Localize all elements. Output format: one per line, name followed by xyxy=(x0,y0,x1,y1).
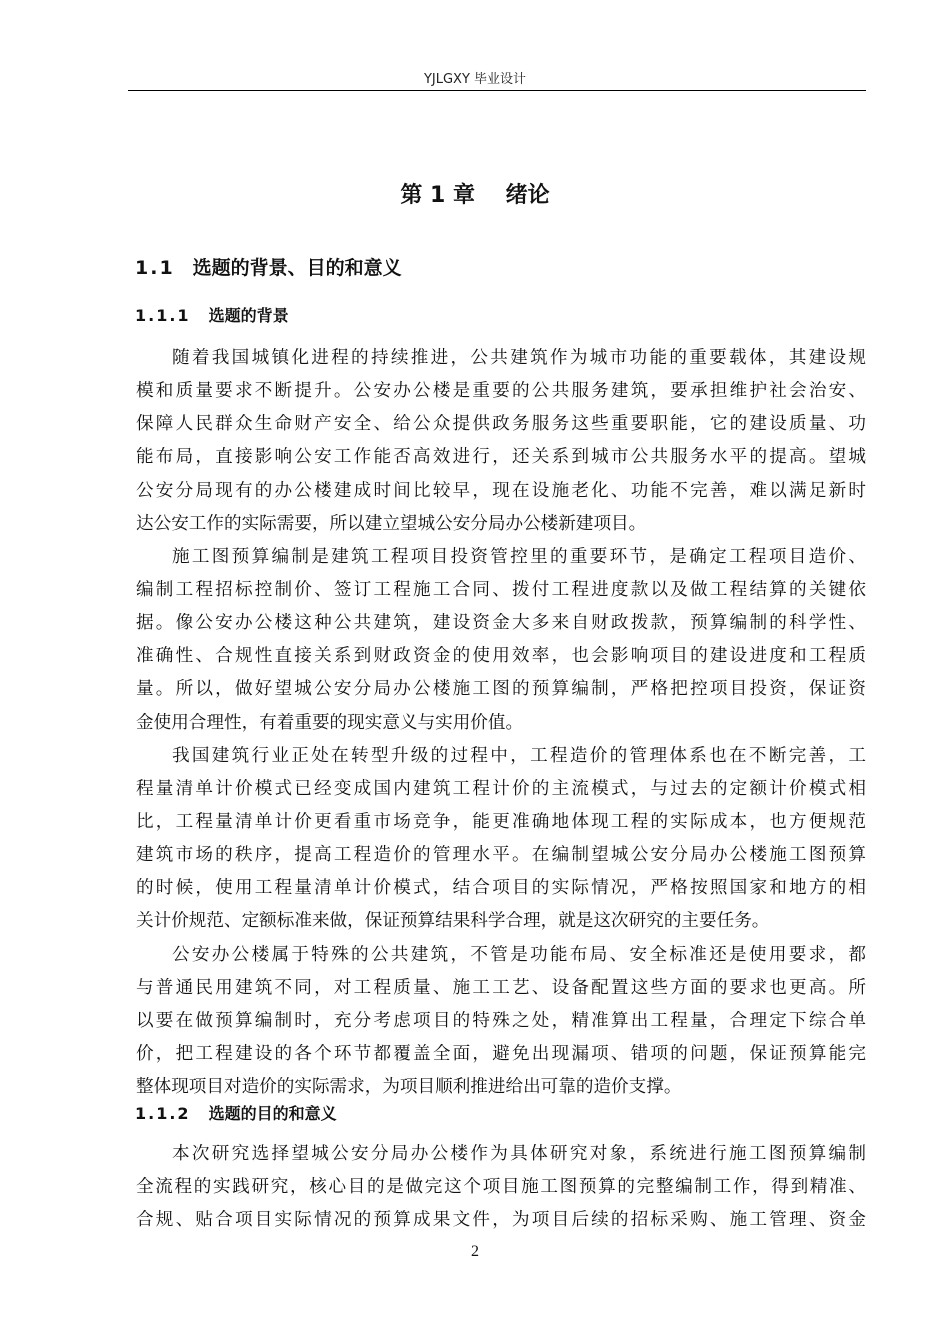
section-title: 选题的背景、目的和意义 xyxy=(192,257,402,279)
text-line: 保障人民群众生命财产安全、给公众提供政务服务这些重要职能，它的建设质量、功 xyxy=(136,414,866,435)
text-line: 金使用合理性，有着重要的现实意义与实用价值。 xyxy=(136,712,524,733)
text-line: 全流程的实践研究，核心目的是做完这个项目施工图预算的完整编制工作，得到精准、 xyxy=(136,1177,866,1198)
text-line: 与普通民用建筑不同，对工程质量、施工工艺、设备配置这些方面的要求也更高。所 xyxy=(136,977,866,998)
text-line: 整体现项目对造价的实际需求，为项目顺利推进给出可靠的造价支撑。 xyxy=(136,1077,682,1098)
text-line: 随着我国城镇化进程的持续推进，公共建筑作为城市功能的重要载体，其建设规 xyxy=(172,348,866,368)
text-line: 关计价规范、定额标准来做，保证预算结果科学合理，就是这次研究的主要任务。 xyxy=(136,911,770,932)
chapter-title: 第 1 章 绪论 xyxy=(400,183,550,208)
paragraph xyxy=(136,1138,866,1237)
paragraph xyxy=(136,342,866,541)
text-line: 编制工程招标控制价、签订工程施工合同、拨付工程进度款以及做工程结算的关键依 xyxy=(136,579,866,600)
section-heading xyxy=(135,253,402,280)
text-line: 的时候，使用工程量清单计价模式，结合项目的实际情况，严格按照国家和地方的相 xyxy=(136,878,866,899)
paragraph xyxy=(136,740,866,939)
text-line: 能布局，直接影响公安工作能否高效进行，还关系到城市公共服务水平的提高。望城 xyxy=(136,447,866,468)
page-number: 2 xyxy=(471,1243,479,1260)
subsection-heading-1 xyxy=(135,303,289,326)
running-header: YJLGXY 毕业设计 xyxy=(423,72,527,87)
header-rule xyxy=(128,90,866,91)
text-line: 达公安工作的实际需要，所以建立望城公安分局办公楼新建项目。 xyxy=(136,513,647,534)
text-line: 准确性、合规性直接关系到财政资金的使用效率，也会影响项目的建设进度和工程质 xyxy=(136,646,866,667)
section-number: 1.1 xyxy=(135,257,175,279)
text-line: 合规、贴合项目实际情况的预算成果文件，为项目后续的招标采购、施工管理、资金 xyxy=(136,1210,866,1231)
subsection-title: 选题的目的和意义 xyxy=(208,1104,337,1123)
subsection-1-body xyxy=(136,342,866,1104)
subsection-number: 1.1.2 xyxy=(135,1104,191,1123)
subsection-2-body xyxy=(136,1138,866,1237)
subsection-title: 选题的背景 xyxy=(208,306,289,325)
text-line: 建筑市场的秩序，提高工程造价的管理水平。在编制望城公安分局办公楼施工图预算 xyxy=(136,845,866,866)
text-line: 模和质量要求不断提升。公安办公楼是重要的公共服务建筑，要承担维护社会治安、 xyxy=(136,381,866,402)
text-line: 比，工程量清单计价更看重市场竞争，能更准确地体现工程的实际成本，也方便规范 xyxy=(136,811,866,832)
text-line: 据。像公安办公楼这种公共建筑，建设资金大多来自财政拨款，预算编制的科学性、 xyxy=(136,613,866,634)
text-line: 公安办公楼属于特殊的公共建筑，不管是功能布局、安全标准还是使用要求，都 xyxy=(172,944,866,965)
subsection-number: 1.1.1 xyxy=(135,306,191,325)
text-line: 量。所以，做好望城公安分局办公楼施工图的预算编制，严格把控项目投资，保证资 xyxy=(136,679,866,700)
paragraph xyxy=(136,939,866,1105)
text-line: 我国建筑行业正处在转型升级的过程中，工程造价的管理体系也在不断完善，工 xyxy=(172,745,866,766)
text-line: 公安分局现有的办公楼建成时间比较早，现在设施老化、功能不完善，难以满足新时 xyxy=(136,480,866,501)
text-line: 程量清单计价模式已经变成国内建筑工程计价的主流模式，与过去的定额计价模式相 xyxy=(136,778,866,799)
text-line: 本次研究选择望城公安分局办公楼作为具体研究对象，系统进行施工图预算编制 xyxy=(172,1144,866,1164)
subsection-heading-2 xyxy=(135,1101,337,1124)
text-line: 价，把工程建设的各个环节都覆盖全面，避免出现漏项、错项的问题，保证预算能完 xyxy=(136,1043,866,1064)
paragraph xyxy=(136,541,866,740)
text-line: 施工图预算编制是建筑工程项目投资管控里的重要环节，是确定工程项目造价、 xyxy=(172,546,866,567)
text-line: 以要在做预算编制时，充分考虑项目的特殊之处，精准算出工程量，合理定下综合单 xyxy=(136,1010,866,1031)
